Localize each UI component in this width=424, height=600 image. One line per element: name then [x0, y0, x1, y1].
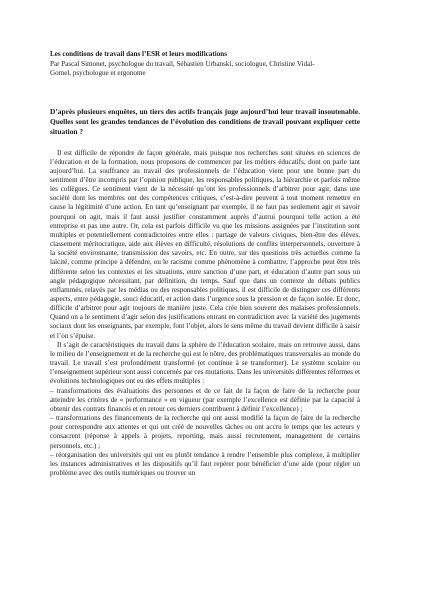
- list-item: – transformations des financements de la recherche qui ont aussi modifié la façon de faire de la recherche pour correspondre aux attentes et qui ont créé de nouvelles tâches ou ont accru le temps que les acteurs y consacrent (réponse à appels à projets, reporting, mais aussi recrutement, management de certains personnels, etc.) ;: [50, 414, 360, 450]
- article-authors-line-2: Gomel, psychologue et ergonome: [50, 69, 146, 78]
- article-body: [50, 149, 360, 479]
- list-item: – réorganisation des universités qui ont eu plutôt tendance à rendre l’ensemble plus complexe, à multiplier les instances administratives et les dispositifs qu’il faut repérer pour bénéficier d’une aide (pour régler un problème avec des outils numériques ou trouver un: [50, 450, 360, 477]
- article-title: Les conditions de travail dans l’ESR et leurs modifications: [50, 50, 227, 58]
- lead-question: D’après plusieurs enquêtes, un tiers des actifs français juge aujourd’hui leur travail insoutenable. Quelles sont les grandes tendances de l’évolution des conditions de travail pouvant expliquer cette situation ?: [50, 106, 360, 136]
- article-header: [50, 50, 360, 79]
- body-paragraph-1: Il est difficile de répondre de façon générale, mais puisque nos recherches sont situées en sciences de l’éducation et de la formation, nous proposons de commencer par les métiers éducatifs, dont on parle tant aujourd’hui. La souffrance au travail des professionnels de l’éducation vient pour une bonne part du sentiment d’être incompris par l’opinion publique, les responsables politiques, la hiérarchie et parfois même les collègues. Ce sentiment vient de la nécessité qu’ont les professionnels d’arbitrer pour agir, dans une société dont les membres ont des compétences critiques, c’est-à-dire peuvent à tout moment remettre en cause la légitimité d’une action. En tant qu’enseignant par exemple, il ne faut pas seulement agir et savoir pourquoi on agit, mais il faut aussi justifier constamment auprès d’autrui pourquoi telle action a été entreprise et pas une autre. Or, cela est parfois difficile vu que les missions assignées par l’institution sont multiples et potentiellement contradictoires entre elles : partage de valeurs civiques, bien-être des élèves, classement méritocratique, aide aux élèves en difficulté, résolutions de conflits interpersonnels, ouverture à la société environnante, transmission des savoirs, etc. En outre, sur des questions très actuelles comme la laïcité, comme principe à défendre, ou le racisme comme phénomène à combattre, l’approche peut être très différente selon les contextes et les situations, entre sanction d’une part, et éducation d’autre part sous un angle pédagogique nécessitant, par définition, du temps. Sauf que dans un contexte de débats publics enflammés, relayés par les médias ou des responsables politiques, il est difficile de distinguer ces différents aspects, entre pédagogie, souci éducatif, et action dans l’urgence sous la pression et de façon isolée. Et donc, difficile d’arbitrer pour agir toujours de manière juste. Cela crée bien souvent des malaises professionnels. Quand on a le sentiment d’agir selon des justifications entrant en contradiction avec la variété des jugements sociaux dont les enseignants, par exemple, font l’objet, alors le sens même du travail devient difficile à saisir et l’on s’épuise.: [50, 148, 360, 340]
- body-paragraph-2: Il s’agit de caractéristiques du travail dans la sphère de l’éducation scolaire, mais on retrouve aussi, dans le milieu de l’enseignement et de la recherche qui est le nôtre, des problématiques transversales au monde du travail. Le travail s’est profondément transformé (et continue à se transformer). Le système scolaire ou l’enseignement supérieur sont aussi concernés par ces mutations. Dans les universités différentes réformes et évolutions technologiques ont eu des effets multiples :: [50, 340, 360, 386]
- list-item: – transformations des évaluations des personnes et de ce fait de la façon de faire de la recherche pour atteindre les critères de « performance » en vigueur (par exemple l’excellence est définie par la capacité à obtenir des contrats financés et en retour ces derniers contribuent à définir l’excellence) ;: [50, 386, 360, 413]
- article-authors-line-1: Par Pascal Simonet, psychologue du travail, Sébastien Urbanski, sociologue, Christine Vidal-: [50, 59, 315, 68]
